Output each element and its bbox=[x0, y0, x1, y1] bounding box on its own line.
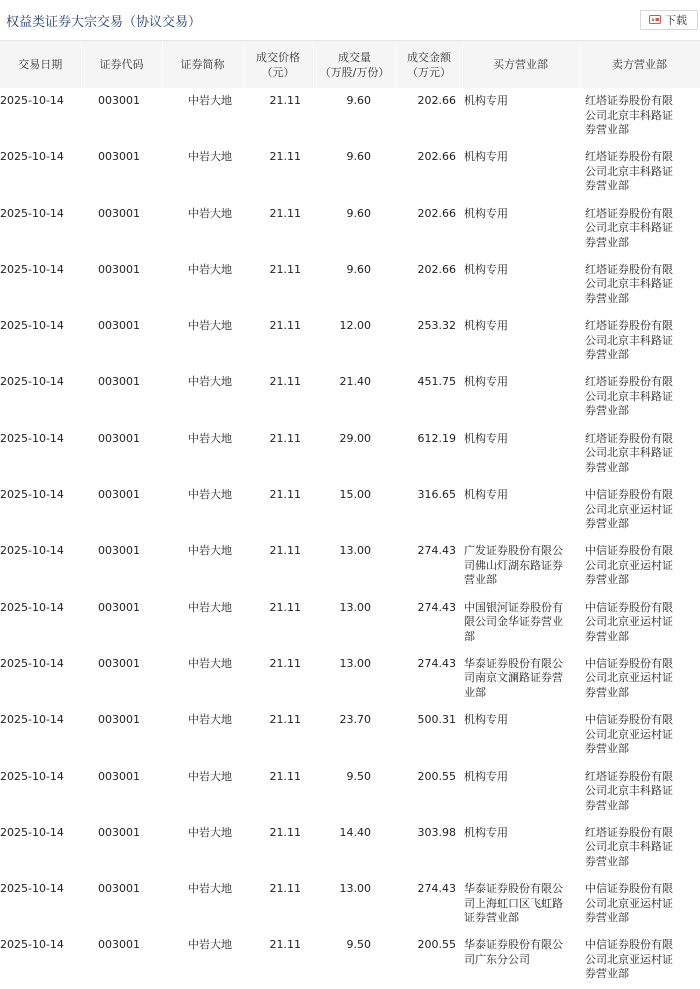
cell-buyer: 华泰证券股份有限公司广东分公司 bbox=[464, 938, 563, 966]
table-row bbox=[0, 313, 700, 369]
cell-buyer: 中国银河证券股份有限公司金华证券营业部 bbox=[464, 600, 563, 643]
block-trade-table bbox=[0, 41, 700, 989]
cell-price: 21.11 bbox=[269, 938, 301, 952]
cell-seller: 中信证券股份有限公司北京亚运村证券营业部 bbox=[585, 656, 673, 699]
cell-price: 21.11 bbox=[269, 769, 301, 783]
cell-price: 21.11 bbox=[269, 544, 301, 558]
cell-seller: 红塔证券股份有限公司北京丰科路证券营业部 bbox=[585, 94, 673, 136]
cell-code: 003001 bbox=[98, 882, 140, 896]
cell-price: 21.11 bbox=[269, 488, 301, 502]
cell-date: 2025-10-14 bbox=[0, 206, 64, 220]
cell-seller: 红塔证券股份有限公司北京丰科路证券营业部 bbox=[585, 769, 673, 812]
cell-amount: 274.43 bbox=[417, 544, 456, 558]
cell-seller: 中信证券股份有限公司北京亚运村证券营业部 bbox=[585, 544, 673, 587]
cell-seller: 红塔证券股份有限公司北京丰科路证券营业部 bbox=[585, 206, 673, 249]
cell-date: 2025-10-14 bbox=[0, 656, 64, 670]
col-header-code: 证券代码 bbox=[81, 41, 162, 88]
col-header-price: 成交价格 （元） bbox=[243, 41, 313, 88]
cell-seller: 中信证券股份有限公司北京亚运村证券营业部 bbox=[585, 882, 673, 925]
cell-name: 中岩大地 bbox=[188, 882, 232, 896]
cell-date: 2025-10-14 bbox=[0, 431, 64, 445]
cell-price: 21.11 bbox=[269, 150, 301, 164]
cell-code: 003001 bbox=[98, 769, 140, 783]
cell-price: 21.11 bbox=[269, 656, 301, 670]
cell-amount: 202.66 bbox=[417, 206, 456, 220]
cell-date: 2025-10-14 bbox=[0, 94, 64, 107]
cell-name: 中岩大地 bbox=[188, 150, 232, 164]
cell-volume: 14.40 bbox=[339, 825, 371, 839]
table-row bbox=[0, 876, 700, 932]
table-row bbox=[0, 201, 700, 257]
cell-volume: 12.00 bbox=[339, 319, 371, 333]
cell-volume: 13.00 bbox=[339, 656, 371, 670]
cell-name: 中岩大地 bbox=[188, 375, 232, 389]
cell-price: 21.11 bbox=[269, 825, 301, 839]
cell-date: 2025-10-14 bbox=[0, 882, 64, 896]
col-header-volume: 成交量 （万股/万份） bbox=[313, 41, 396, 88]
table-row bbox=[0, 764, 700, 820]
cell-amount: 200.55 bbox=[417, 938, 456, 952]
cell-date: 2025-10-14 bbox=[0, 375, 64, 389]
cell-date: 2025-10-14 bbox=[0, 600, 64, 614]
cell-seller: 红塔证券股份有限公司北京丰科路证券营业部 bbox=[585, 262, 673, 305]
cell-buyer: 广发证券股份有限公司佛山灯湖东路证券营业部 bbox=[464, 544, 563, 587]
cell-volume: 9.60 bbox=[346, 94, 371, 107]
cell-code: 003001 bbox=[98, 206, 140, 220]
cell-buyer: 机构专用 bbox=[464, 488, 508, 502]
cell-price: 21.11 bbox=[269, 713, 301, 727]
cell-name: 中岩大地 bbox=[188, 600, 232, 614]
cell-name: 中岩大地 bbox=[188, 713, 232, 727]
cell-name: 中岩大地 bbox=[188, 938, 232, 952]
table-row bbox=[0, 426, 700, 482]
cell-volume: 29.00 bbox=[339, 431, 371, 445]
col-header-seller: 卖方营业部 bbox=[579, 41, 700, 88]
cell-amount: 274.43 bbox=[417, 882, 456, 896]
download-label: 下载 bbox=[665, 14, 687, 27]
cell-buyer: 机构专用 bbox=[464, 431, 508, 445]
cell-volume: 13.00 bbox=[339, 882, 371, 896]
col-header-name: 证券简称 bbox=[162, 41, 243, 88]
cell-seller: 红塔证券股份有限公司北京丰科路证券营业部 bbox=[585, 319, 673, 362]
cell-code: 003001 bbox=[98, 600, 140, 614]
cell-amount: 274.43 bbox=[417, 600, 456, 614]
cell-date: 2025-10-14 bbox=[0, 825, 64, 839]
cell-code: 003001 bbox=[98, 825, 140, 839]
col-header-buyer: 买方营业部 bbox=[462, 41, 579, 88]
cell-name: 中岩大地 bbox=[188, 431, 232, 445]
cell-code: 003001 bbox=[98, 262, 140, 276]
download-button[interactable] bbox=[640, 10, 698, 30]
cell-amount: 202.66 bbox=[417, 150, 456, 164]
cell-buyer: 机构专用 bbox=[464, 769, 508, 783]
cell-code: 003001 bbox=[98, 656, 140, 670]
cell-buyer: 机构专用 bbox=[464, 150, 508, 164]
cell-buyer: 机构专用 bbox=[464, 94, 508, 107]
cell-buyer: 机构专用 bbox=[464, 375, 508, 389]
cell-name: 中岩大地 bbox=[188, 206, 232, 220]
cell-seller: 红塔证券股份有限公司北京丰科路证券营业部 bbox=[585, 150, 673, 193]
cell-buyer: 机构专用 bbox=[464, 713, 508, 727]
cell-price: 21.11 bbox=[269, 206, 301, 220]
page-title: 权益类证券大宗交易（协议交易） bbox=[6, 15, 202, 30]
cell-date: 2025-10-14 bbox=[0, 150, 64, 164]
cell-code: 003001 bbox=[98, 319, 140, 333]
cell-amount: 253.32 bbox=[417, 319, 456, 333]
cell-seller: 中信证券股份有限公司北京亚运村证券营业部 bbox=[585, 600, 673, 643]
table-row bbox=[0, 932, 700, 988]
page-header bbox=[0, 0, 700, 41]
cell-code: 003001 bbox=[98, 544, 140, 558]
cell-volume: 23.70 bbox=[339, 713, 371, 727]
cell-price: 21.11 bbox=[269, 319, 301, 333]
table-row bbox=[0, 88, 700, 144]
cell-date: 2025-10-14 bbox=[0, 769, 64, 783]
table-row bbox=[0, 595, 700, 651]
cell-code: 003001 bbox=[98, 431, 140, 445]
table-row bbox=[0, 707, 700, 763]
cell-name: 中岩大地 bbox=[188, 544, 232, 558]
cell-volume: 9.50 bbox=[346, 938, 371, 952]
cell-code: 003001 bbox=[98, 150, 140, 164]
cell-price: 21.11 bbox=[269, 262, 301, 276]
cell-name: 中岩大地 bbox=[188, 94, 232, 107]
cell-buyer: 机构专用 bbox=[464, 825, 508, 839]
cell-date: 2025-10-14 bbox=[0, 319, 64, 333]
cell-price: 21.11 bbox=[269, 600, 301, 614]
cell-buyer: 华泰证券股份有限公司南京文澜路证券营业部 bbox=[464, 656, 563, 699]
col-header-date: 交易日期 bbox=[0, 41, 81, 88]
col-header-amount: 成交金额 （万元） bbox=[396, 41, 462, 88]
table-row bbox=[0, 144, 700, 200]
cell-buyer: 机构专用 bbox=[464, 319, 508, 333]
table-row bbox=[0, 482, 700, 538]
cell-seller: 中信证券股份有限公司北京亚运村证券营业部 bbox=[585, 938, 673, 981]
cell-amount: 202.66 bbox=[417, 262, 456, 276]
cell-code: 003001 bbox=[98, 713, 140, 727]
cell-code: 003001 bbox=[98, 375, 140, 389]
cell-name: 中岩大地 bbox=[188, 825, 232, 839]
table-row bbox=[0, 820, 700, 876]
table-body bbox=[0, 88, 700, 989]
cell-amount: 612.19 bbox=[417, 431, 456, 445]
cell-date: 2025-10-14 bbox=[0, 938, 64, 952]
cell-amount: 303.98 bbox=[417, 825, 456, 839]
cell-name: 中岩大地 bbox=[188, 769, 232, 783]
cell-price: 21.11 bbox=[269, 882, 301, 896]
cell-name: 中岩大地 bbox=[188, 488, 232, 502]
cell-amount: 500.31 bbox=[417, 713, 456, 727]
table-row bbox=[0, 651, 700, 707]
cell-volume: 9.60 bbox=[346, 262, 371, 276]
cell-volume: 13.00 bbox=[339, 544, 371, 558]
cell-date: 2025-10-14 bbox=[0, 544, 64, 558]
cell-volume: 13.00 bbox=[339, 600, 371, 614]
cell-date: 2025-10-14 bbox=[0, 262, 64, 276]
cell-volume: 9.60 bbox=[346, 150, 371, 164]
cell-date: 2025-10-14 bbox=[0, 488, 64, 502]
cell-buyer: 华泰证券股份有限公司上海虹口区飞虹路证券营业部 bbox=[464, 882, 563, 925]
table-row bbox=[0, 369, 700, 425]
cell-price: 21.11 bbox=[269, 431, 301, 445]
cell-volume: 9.60 bbox=[346, 206, 371, 220]
cell-amount: 274.43 bbox=[417, 656, 456, 670]
cell-name: 中岩大地 bbox=[188, 656, 232, 670]
cell-name: 中岩大地 bbox=[188, 319, 232, 333]
cell-volume: 9.50 bbox=[346, 769, 371, 783]
table-header-row bbox=[0, 41, 700, 88]
cell-name: 中岩大地 bbox=[188, 262, 232, 276]
cell-buyer: 机构专用 bbox=[464, 206, 508, 220]
cell-seller: 红塔证券股份有限公司北京丰科路证券营业部 bbox=[585, 825, 673, 868]
cell-code: 003001 bbox=[98, 488, 140, 502]
cell-amount: 200.55 bbox=[417, 769, 456, 783]
cell-amount: 316.65 bbox=[417, 488, 456, 502]
download-icon bbox=[649, 15, 661, 26]
cell-code: 003001 bbox=[98, 938, 140, 952]
cell-date: 2025-10-14 bbox=[0, 713, 64, 727]
cell-volume: 21.40 bbox=[339, 375, 371, 389]
cell-code: 003001 bbox=[98, 94, 140, 107]
cell-seller: 中信证券股份有限公司北京亚运村证券营业部 bbox=[585, 488, 673, 531]
cell-buyer: 机构专用 bbox=[464, 262, 508, 276]
cell-price: 21.11 bbox=[269, 94, 301, 107]
cell-volume: 15.00 bbox=[339, 488, 371, 502]
cell-price: 21.11 bbox=[269, 375, 301, 389]
cell-seller: 中信证券股份有限公司北京亚运村证券营业部 bbox=[585, 713, 673, 756]
cell-seller: 红塔证券股份有限公司北京丰科路证券营业部 bbox=[585, 375, 673, 418]
cell-amount: 451.75 bbox=[417, 375, 456, 389]
cell-seller: 红塔证券股份有限公司北京丰科路证券营业部 bbox=[585, 431, 673, 474]
cell-amount: 202.66 bbox=[417, 94, 456, 107]
table-row bbox=[0, 257, 700, 313]
table-row bbox=[0, 538, 700, 594]
